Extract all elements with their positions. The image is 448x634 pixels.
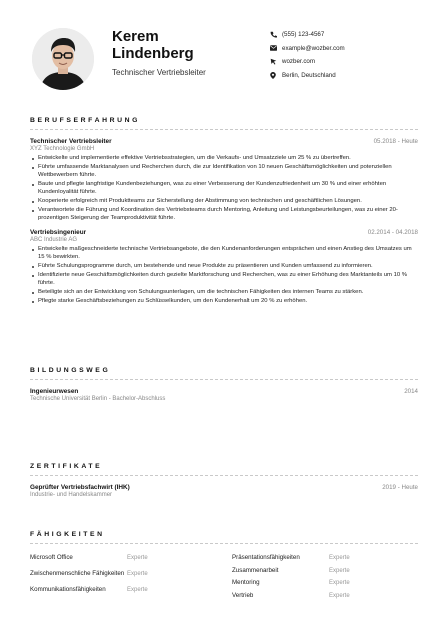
section-divider — [30, 543, 418, 544]
list-item: Baute und pflegte langfristige Kundenbeziehungen, was zu einer Verbesserung der Kundenzufriedenheit um 30 % und einer erhöhten Kundenloyalität führte. — [30, 181, 418, 196]
certificate-entry — [30, 484, 418, 498]
cursor-icon — [270, 58, 282, 65]
skill-name: Zwischenmenschliche Fähigkeiten — [30, 570, 125, 578]
education-entry — [30, 388, 418, 402]
candidate-name — [112, 28, 194, 62]
skill-item — [232, 565, 418, 577]
mail-icon — [270, 45, 282, 51]
section-divider — [30, 379, 418, 380]
name-first: Kerem — [112, 28, 159, 45]
list-item: Beteiligte sich an der Entwicklung von Schulungsunterlagen, um die technischen Fähigkeiten des internen Teams zu stärken. — [30, 289, 418, 297]
list-item: Entwickelte maßgeschneiderte technische Vertriebsangebote, die den Kundenanforderungen entsprächen und einen Anstieg des Umsatzes um 15 % bewirkten. — [30, 246, 418, 261]
skill-name: Microsoft Office — [30, 554, 73, 562]
phone-icon — [270, 31, 282, 38]
list-item: Verantwortete die Führung und Koordination des Vertriebsteams durch Mentoring, Anleitung und Leistungsbeurteilungen, was zu einer 20-prozentigen Steigerung der Teamproduktivität führte. — [30, 207, 418, 222]
skill-item — [30, 552, 216, 564]
contact-website-text[interactable]: wozber.com — [282, 58, 316, 66]
profile-photo — [32, 28, 94, 90]
contact-website[interactable] — [270, 55, 345, 69]
location-pin-icon — [270, 72, 282, 79]
contact-phone-text: (555) 123-4567 — [282, 31, 325, 39]
skill-item — [30, 565, 216, 584]
section-education — [30, 367, 418, 402]
section-title-education: BILDUNGSWEG — [30, 367, 111, 374]
certificate-title: Geprüfter Vertriebsfachwirt (IHK) — [30, 484, 130, 491]
skill-item — [232, 590, 418, 602]
skill-name: Präsentationsfähigkeiten — [232, 554, 300, 562]
education-title: Ingenieurwesen — [30, 388, 79, 395]
job-title: Technischer Vertriebsleiter — [30, 138, 112, 145]
job-title: Vertriebsingenieur — [30, 229, 87, 237]
section-skills — [30, 531, 418, 602]
section-title-certificates: ZERTIFIKATE — [30, 463, 103, 470]
skills-grid — [30, 552, 418, 602]
skill-item — [232, 552, 418, 564]
skill-level: Experte — [127, 555, 148, 561]
skill-name: Zusammenarbeit — [232, 566, 279, 574]
skills-column-right — [232, 552, 418, 602]
education-detail: Technische Universität Berlin - Bachelor-Abschluss — [30, 396, 166, 402]
job-company: XYZ Technologie GmbH — [30, 146, 95, 152]
contact-list — [270, 28, 345, 82]
list-item: Kooperierte erfolgreich mit Produktteams zur Sicherstellung der Abstimmung von technischen und geschäftlichen Lösungen. — [30, 198, 418, 206]
skill-level: Experte — [127, 571, 148, 577]
section-divider — [30, 475, 418, 476]
section-title-skills: FÄHIGKEITEN — [30, 531, 105, 538]
certificate-issuer: Industrie- und Handelskammer — [30, 492, 113, 498]
section-experience — [30, 117, 418, 307]
skill-name: Kommunikationsfähigkeiten — [30, 586, 106, 594]
section-certificates — [30, 463, 418, 498]
skill-level: Experte — [329, 592, 350, 599]
section-divider — [30, 129, 418, 130]
skill-name: Mentoring — [232, 579, 260, 587]
job-entry — [30, 138, 418, 222]
job-bullets — [30, 155, 418, 222]
education-date: 2014 — [404, 388, 418, 395]
skill-item — [232, 577, 418, 589]
skill-item — [30, 584, 216, 596]
certificate-date: 2019 - Heute — [382, 484, 418, 491]
contact-location-text: Berlin, Deutschland — [282, 71, 336, 79]
skill-name: Vertrieb — [232, 591, 254, 599]
list-item: Identifizierte neue Geschäftsmöglichkeiten durch gezielte Marktforschung und Recherchen, was zu einer Erhöhung des Marktanteils um 10 % führte. — [30, 272, 418, 287]
list-item: Führte umfassende Marktanalysen und Recherchen durch, die zur Identifikation von 10 neuen Geschäftsmöglichkeiten und potenziellen Wettbewerbern führte. — [30, 164, 418, 179]
job-entry — [30, 229, 418, 306]
skill-level: Experte — [127, 587, 148, 593]
skill-level: Experte — [329, 580, 350, 586]
contact-email[interactable] — [270, 42, 345, 56]
job-date: 05.2018 - Heute — [373, 138, 418, 145]
job-bullets — [30, 246, 418, 306]
section-title-experience: BERUFSERFAHRUNG — [30, 117, 140, 124]
list-item: Pflegte starke Geschäftsbeziehungen zu Schlüsselkunden, um den Kundenerhalt um 20 % zu erhöhen. — [30, 298, 418, 306]
list-item: Führte Schulungsprogramme durch, um bestehende und neue Produkte zu präsentieren und Kunden umfassend zu informieren. — [30, 263, 418, 271]
job-date: 02.2014 - 04.2018 — [367, 229, 418, 237]
contact-location — [270, 69, 345, 83]
contact-email-text[interactable]: example@wozber.com — [282, 44, 345, 52]
skill-level: Experte — [329, 555, 350, 561]
name-last: Lindenberg — [112, 45, 194, 62]
skill-level: Experte — [329, 567, 350, 574]
resume-header — [30, 0, 418, 108]
list-item: Entwickelte und implementierte effektive Vertriebsstrategien, um die Verkaufs- und Umsatzziele um 25 % zu übertreffen. — [30, 155, 418, 163]
skills-column-left — [30, 552, 216, 602]
contact-phone — [270, 28, 345, 42]
job-company: ABC Industrie AG — [30, 237, 78, 244]
candidate-role: Technischer Vertriebsleiter — [112, 68, 206, 77]
